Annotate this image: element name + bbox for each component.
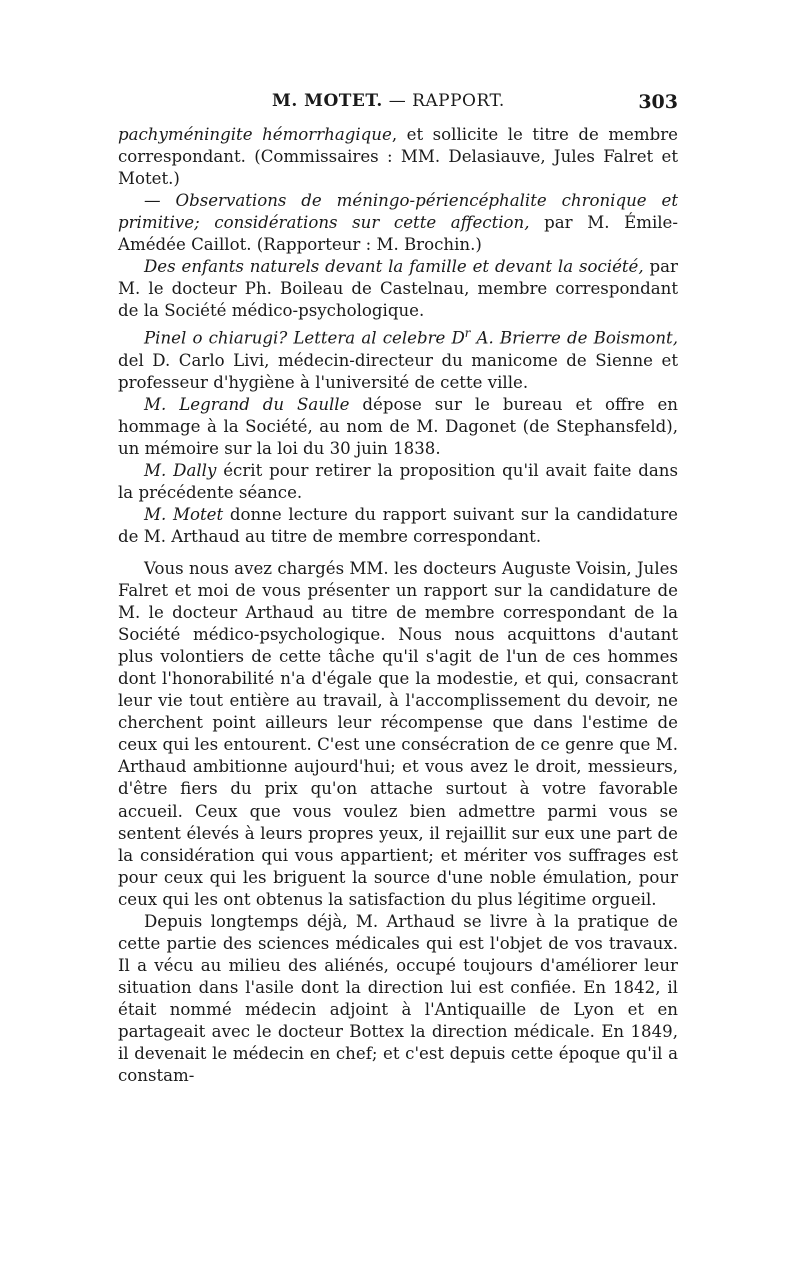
minutes-paragraph xyxy=(118,190,678,256)
text-run: par M. le docteur Ph. Boileau de Castelnau, membre correspondant de la Société médico-psychologique. xyxy=(118,257,678,321)
minutes-paragraph xyxy=(118,322,678,394)
text-run: donne lecture du rapport suivant sur la candidature de M. Arthaud au titre de membre correspondant. xyxy=(118,505,678,547)
italic-run: A. Brierre de Boismont, xyxy=(470,328,678,348)
running-header xyxy=(118,91,678,115)
text-run: , et sollicite le titre de membre correspondant. (Commissaires : MM. Delasiauve, Jules Falret et Motet.) xyxy=(118,125,678,189)
italic-run: M. Legrand du Saulle xyxy=(144,395,350,415)
minutes-paragraph xyxy=(118,504,678,548)
header-title: RAPPORT. xyxy=(412,91,505,111)
minutes-paragraph xyxy=(118,394,678,460)
report-paragraph-2: Depuis longtemps déjà, M. Arthaud se livre à la pratique de cette partie des sciences médicales qui est l'objet de vos travaux. Il a vécu au milieu des aliénés, occupé toujours d'améliorer leur situation dans l'asile dont la direction lui est confiée. En 1842, il était nommé médecin adjoint à l'Antiquaille de Lyon et en partageait avec le docteur Bottex la direction médicale. En 1849, il devenait le médecin en chef; et c'est depuis cette époque qu'il a constam- xyxy=(118,911,678,1086)
minutes-section xyxy=(118,124,678,548)
italic-run: Pinel o chiarugi? Lettera al celebre D xyxy=(144,328,465,348)
italic-run: M. Dally xyxy=(144,461,217,481)
page-number: 303 xyxy=(638,91,678,113)
report-paragraph-1: Vous nous avez chargés MM. les docteurs Auguste Voisin, Jules Falret et moi de vous présenter un rapport sur la candidature de M. le docteur Arthaud au titre de membre correspondant de la Société médico-psychologique. Nous nous acquittons d'autant plus volontiers de cette tâche qu'il s'agit de l'un de ces hommes dont l'honorabilité n'a d'égale que la modestie, et qui, consacrant leur vie tout entière au travail, à l'accomplissement du devoir, ne cherchent point ailleurs leur récompense que dans l'estime de ceux qui les entourent. C'est une consécration de ce genre que M. Arthaud ambitionne aujourd'hui; et vous avez le droit, messieurs, d'être fiers du prix qu'on attache surtout à votre favorable accueil. Ceux que vous voulez bien admettre parmi vous se sentent élevés à leurs propres yeux, il rejaillit sur eux une part de la considération qui vous appartient; et mériter vos suffrages est pour ceux qui les briguent la source d'une noble émulation, pour ceux qui les ont obtenus la satisfaction du plus légitime orgueil. xyxy=(118,559,678,909)
minutes-paragraph xyxy=(118,124,678,190)
italic-run: pachyméningite hémorrhagique xyxy=(118,125,392,144)
italic-run: r xyxy=(464,326,471,341)
italic-run: — Observations de méningo-périencéphalite chronique et primitive; considérations sur cette affection, xyxy=(118,191,678,233)
text-run: dépose sur le bureau et offre en hommage à la Société, au nom de M. Dagonet (de Stephansfeld), un mémoire sur la loi du 30 juin 1838. xyxy=(118,395,678,459)
minutes-paragraph xyxy=(118,256,678,322)
header-author: M. MOTET. xyxy=(272,91,383,111)
italic-run: Des enfants naturels devant la famille et devant la société, xyxy=(144,257,644,277)
minutes-paragraph xyxy=(118,460,678,504)
header-separator: — xyxy=(388,91,407,111)
text-run: del D. Carlo Livi, médecin-directeur du manicome de Sienne et professeur d'hygiène à l'université de cette ville. xyxy=(118,351,678,393)
text-run: par M. Émile-Amédée Caillot. (Rapporteur : M. Brochin.) xyxy=(118,213,678,255)
text-run: écrit pour retirer la proposition qu'il avait faite dans la précédente séance. xyxy=(118,461,678,503)
italic-run: M. Motet xyxy=(144,505,224,525)
running-title xyxy=(272,91,505,111)
report-section xyxy=(118,558,678,1087)
